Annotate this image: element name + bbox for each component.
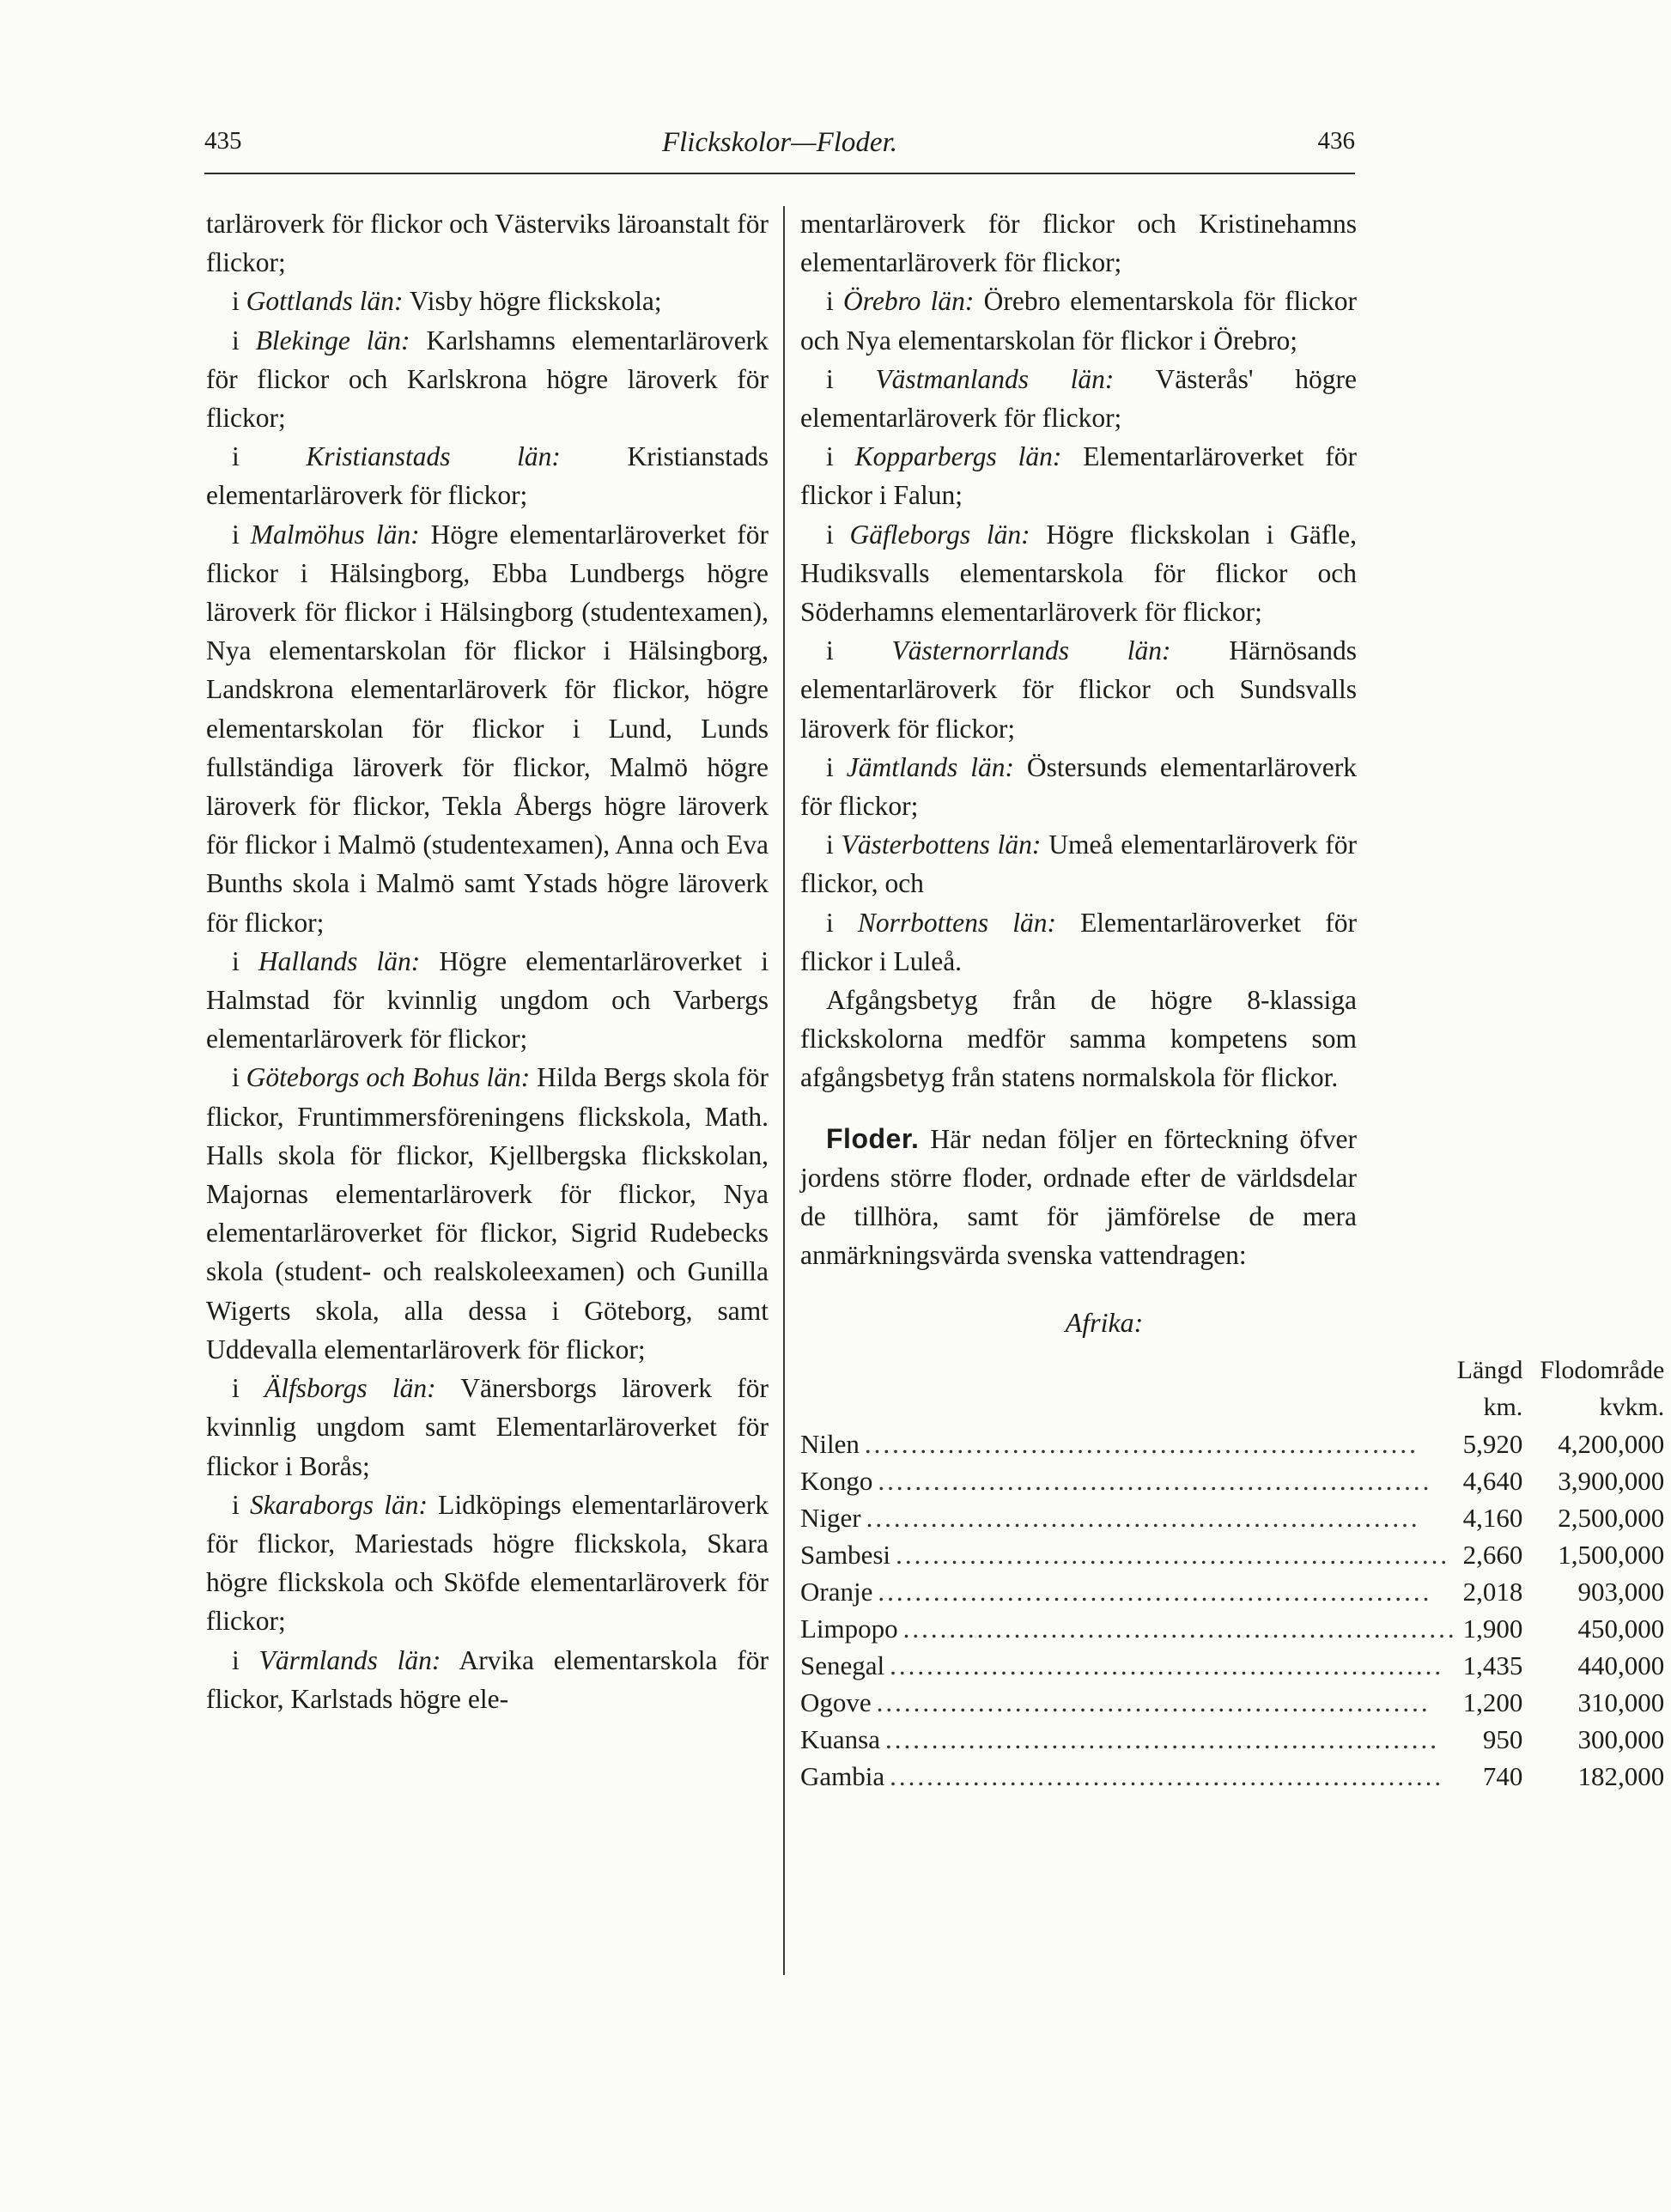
leader-dots: ............................................................ [896,1539,1450,1570]
table-row [800,1647,1671,1684]
river-name-cell [800,1610,1457,1647]
right-paragraph [800,903,1357,981]
county-name: Malmöhus län: [250,519,420,550]
left-paragraph [206,1058,769,1369]
river-basin-area: 182,000 [1577,1760,1665,1791]
right-paragraph [800,631,1357,748]
paragraph-text: i [826,635,892,666]
right-paragraph [800,360,1357,437]
paragraph-text: Kristianstads elementarläroverk för flickor; [206,441,769,511]
length-unit: km. [1483,1392,1523,1421]
floder-heading: Floder. [826,1122,920,1154]
length-header: Längd [1456,1355,1523,1384]
table-row [800,1462,1671,1499]
river-name-cell [800,1647,1457,1684]
river-name: Gambia [800,1761,890,1791]
paragraph-text: i [232,1644,259,1675]
paragraph-text: i [232,1489,250,1520]
table-row [800,1573,1671,1610]
river-length: 740 [1482,1760,1523,1791]
river-name: Nilen [800,1429,865,1459]
area-unit: kvkm. [1599,1392,1665,1421]
left-paragraph [206,204,769,282]
table-unit-row [800,1389,1671,1425]
paragraph-text: i [232,325,256,356]
left-paragraph [206,1486,769,1641]
leader-dots: ............................................................ [890,1760,1444,1791]
name-header [800,1352,1457,1389]
paragraph-text: Östersunds elementarläroverk för flickor; [800,751,1357,822]
paragraph-text: i [232,945,258,976]
leader-dots: ............................................................ [902,1613,1457,1644]
leader-dots: ............................................................ [890,1650,1444,1680]
river-basin-area: 440,000 [1577,1650,1665,1680]
river-basin-area: 903,000 [1577,1576,1665,1607]
river-name-cell [800,1758,1457,1795]
river-length: 1,435 [1462,1650,1523,1680]
right-paragraph [800,437,1357,514]
floder-text: Här nedan följer en förteckning öfver jordens större floder, ordnade efter de världsdelar de tillhöra, samt för jämförelse de mera anmärkningsvärda svenska vattendragen: [800,1123,1357,1271]
paragraph-text: Elementarläroverket för flickor i Falun; [800,441,1357,511]
county-name: Jämtlands län: [846,751,1014,782]
paragraph-text: i [232,441,307,472]
paragraph-text: Arvika elementarskola för flickor, Karlstads högre ele- [206,1644,769,1714]
paragraph-text: Lidköpings elementarläroverk för flickor, Mariestads högre flickskola, Skara högre flickskola och Sköfde elementarläroverk för flickor; [206,1489,769,1637]
left-paragraph [206,942,769,1059]
river-length: 1,900 [1462,1613,1523,1644]
river-rows [800,1425,1671,1795]
paragraph-text: i [826,751,847,782]
river-length: 950 [1482,1723,1523,1754]
river-name: Kongo [800,1466,878,1496]
river-name-cell [800,1684,1457,1721]
river-name: Oranje [800,1577,878,1607]
river-name-cell [800,1536,1457,1573]
county-name: Hallands län: [258,945,421,976]
paragraph-text: Högre elementarläroverket i Halmstad för kvinnlig ungdom och Varbergs elementarläroverk för flickor; [206,945,769,1054]
right-paragraph [800,204,1357,282]
river-basin-area: 310,000 [1577,1686,1665,1717]
paragraph-text: i [826,907,858,938]
paragraph-text: Härnösands elementarläroverk för flickor och Sundsvalls läroverk för flickor; [800,635,1357,744]
left-paragraph [206,282,769,320]
river-basin-area: 1,500,000 [1558,1539,1665,1570]
county-name: Kristianstads län: [306,441,561,472]
right-paragraph [800,282,1357,359]
county-name: Västerbottens län: [841,830,1042,860]
county-name: Skaraborgs län: [249,1489,428,1520]
river-name-cell [800,1462,1457,1499]
paragraph-text: Högre flickskolan i Gäfle, Hudiksvalls elementarskola för flickor och Söderhamns elementarläroverk för flickor; [800,519,1357,628]
column-divider [783,206,785,1975]
paragraph-text: i [826,519,850,550]
left-paragraph [206,515,769,942]
left-column [206,204,769,1718]
table-row [800,1758,1671,1795]
paragraph-text: i [232,519,251,550]
county-name: Kopparbergs län: [854,441,1062,472]
page-header [204,127,1355,167]
river-name-cell [800,1425,1457,1462]
table-row [800,1499,1671,1536]
county-name: Gäfleborgs län: [849,519,1030,550]
paragraph-text: i [826,286,844,317]
leader-dots: ............................................................ [878,1465,1432,1496]
river-name: Niger [800,1503,866,1533]
county-name: Blekinge län: [255,325,410,356]
paragraph-text: i [826,830,842,860]
africa-table-title: Afrika: [1065,1307,1144,1339]
paragraph-text: mentarläroverk för flickor och Kristinehamns elementarläroverk för flickor; [800,209,1357,278]
river-basin-area: 4,200,000 [1558,1428,1665,1459]
river-length: 4,160 [1462,1502,1523,1533]
right-paragraph [800,981,1357,1097]
floder-paragraph [800,1120,1357,1275]
paragraph-text: Västerås' högre elementarläroverk för flickor; [800,363,1357,434]
county-name: Västmanlands län: [875,363,1115,394]
river-name: Ogove [800,1687,877,1717]
county-name: Älfsborgs län: [264,1373,436,1404]
river-name-cell [800,1721,1457,1758]
county-name: Norrbottens län: [857,907,1056,938]
paragraph-text: Vänersborgs läroverk för kvinnlig ungdom samt Elementarläroverket för flickor i Borås; [206,1373,769,1481]
africa-river-table [800,1352,1671,1795]
area-header: Flodområde [1540,1355,1665,1384]
paragraph-text: i [826,441,855,472]
leader-dots: ............................................................ [864,1428,1419,1459]
river-basin-area: 450,000 [1577,1613,1665,1644]
river-name: Sambesi [800,1540,896,1570]
river-name-cell [800,1573,1457,1610]
river-length: 5,920 [1462,1428,1523,1459]
county-name: Örebro län: [843,286,975,317]
leader-dots: ............................................................ [884,1723,1439,1754]
river-name: Kuansa [800,1724,885,1754]
right-paragraph [800,825,1357,902]
leader-dots: ............................................................ [876,1686,1431,1717]
table-row [800,1536,1671,1573]
right-column [800,204,1665,1795]
left-paragraph [206,1369,769,1486]
paragraph-text: i [232,1062,246,1093]
river-basin-area: 2,500,000 [1558,1502,1665,1533]
river-name: Limpopo [800,1613,903,1644]
table-row [800,1684,1671,1721]
section-gap [800,1097,1357,1120]
left-paragraph [206,1641,769,1718]
left-paragraph [206,321,769,438]
paragraph-text: Högre elementarläroverket för flickor i Hälsingborg, Ebba Lundbergs högre läroverk för flickor i Hälsingborg (studentexamen), Nya elementarskolan för flickor i Hälsingborg, Landskrona elementarläroverk för flickor, högre elementarskolan för flickor i Lund, Lunds fullständiga läroverk för flickor, Malmö högre läroverk för flickor, Tekla Åbergs högre läroverk för flickor i Malmö (studentexamen), Anna och Eva Bunths skola i Malmö samt Ystads högre läroverk för flickor; [206,519,769,938]
right-paragraph [800,515,1357,632]
river-length: 4,640 [1462,1465,1523,1496]
paragraph-text: Umeå elementarläroverk för flickor, och [800,830,1357,899]
leader-dots: ............................................................ [878,1576,1432,1607]
table-header-row [800,1352,1671,1389]
river-basin-area: 3,900,000 [1558,1465,1665,1496]
table-row [800,1610,1671,1647]
county-name: Göteborgs och Bohus län: [246,1062,531,1093]
paragraph-text: Elementarläroverket för flickor i Luleå. [800,907,1357,976]
river-length: 2,018 [1462,1576,1523,1607]
paragraph-text: i [232,1373,264,1404]
river-name: Senegal [800,1650,890,1680]
river-length: 2,660 [1462,1539,1523,1570]
name-unit [800,1389,1457,1425]
right-column-paragraphs [800,204,1357,1097]
paragraph-text: tarläroverk för flickor och Västerviks läroanstalt för flickor; [206,209,769,278]
county-name: Västernorrlands län: [891,635,1171,666]
county-name: Värmlands län: [258,1644,441,1675]
left-paragraph [206,437,769,514]
header-rule [204,173,1355,174]
river-basin-area: 300,000 [1577,1723,1665,1754]
page-number-right: 436 [1317,127,1355,155]
paragraph-text: Örebro elementarskola för flickor och Nya elementarskolan för flickor i Örebro; [800,286,1357,356]
paragraph-text: Afgångsbetyg från de högre 8-klassiga flickskolorna medför samma kompetens som afgångsbetyg från statens normalskola för flickor. [800,985,1357,1093]
leader-dots: ............................................................ [866,1502,1420,1533]
county-name: Gottlands län: [246,286,404,317]
table-row [800,1425,1671,1462]
right-paragraph [800,748,1357,825]
paragraph-text: Karlshamns elementarläroverk för flickor och Karlskrona högre läroverk för flickor; [206,325,769,434]
table-row [800,1721,1671,1758]
page-number-left: 435 [204,127,242,155]
paragraph-text: i [232,286,246,317]
river-name-cell [800,1499,1457,1536]
paragraph-text: i [826,363,876,394]
running-title: Flickskolor—Floder. [661,127,898,158]
paragraph-text: Hilda Bergs skola för flickor, Fruntimmersföreningens flickskola, Math. Halls skola för flickor, Kjellbergska flickskolan, Majornas elementarläroverk för flickor, Nya elementarläroverket för flickor, Sigrid Rudebecks skola (student- och realskoleexamen) och Gunilla Wigerts skola, alla dessa i Göteborg, samt Uddevalla elementarläroverk för flickor; [206,1062,769,1364]
paragraph-text: Visby högre flickskola; [403,286,662,317]
river-length: 1,200 [1462,1686,1523,1717]
